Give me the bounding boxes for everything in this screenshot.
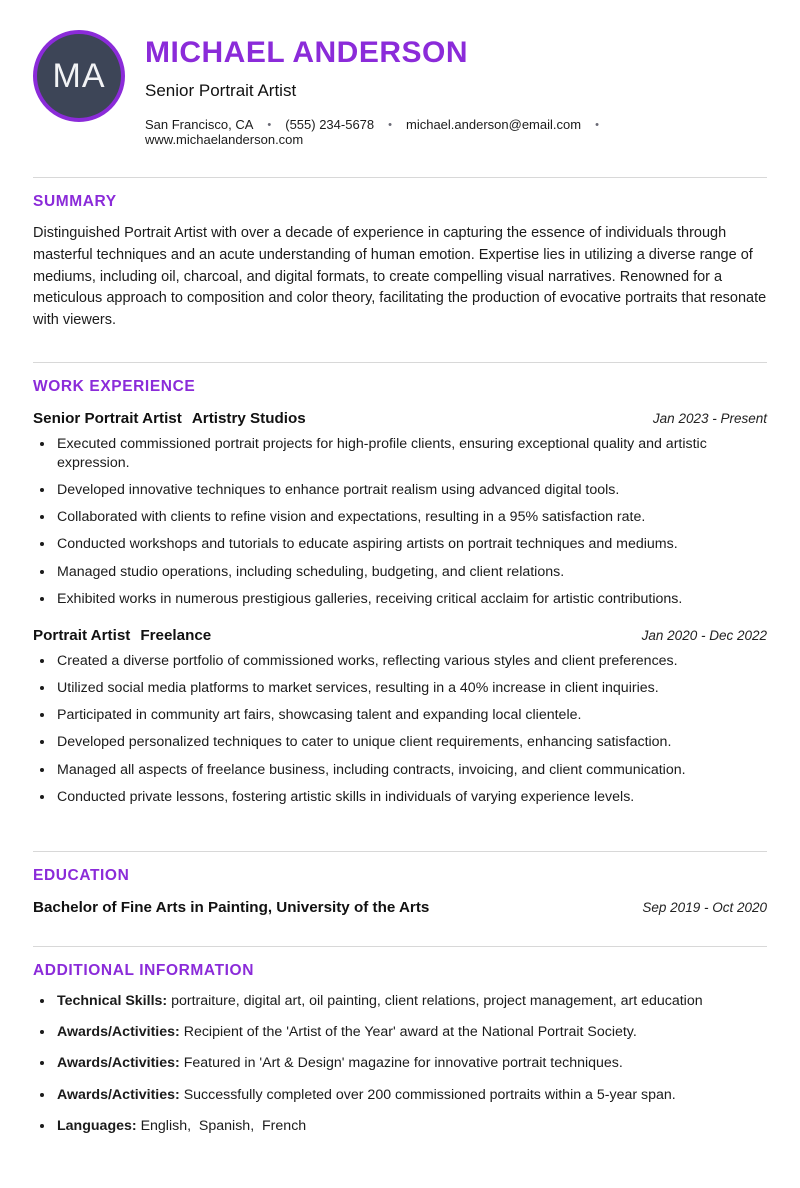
section-summary <box>33 177 767 332</box>
job-entry <box>33 627 767 807</box>
job-company: Artistry Studios <box>191 409 306 427</box>
avatar <box>33 30 125 122</box>
additional-information-heading: ADDITIONAL INFORMATION <box>33 961 254 979</box>
additional-item-text: Featured in 'Art & Design' magazine for innovative portrait techniques. <box>179 1055 623 1072</box>
job-entry <box>33 410 767 609</box>
education-degree: Bachelor of Fine Arts in Painting, University of the Arts <box>33 898 430 916</box>
job-header <box>33 627 767 644</box>
job-header <box>33 410 767 427</box>
additional-item-label: Awards/Activities: <box>57 1086 180 1103</box>
job-dates: Jan 2023 - Present <box>652 410 767 426</box>
job-bullet: • Managed all aspects of freelance business, including contracts, invoicing, and client communication. <box>55 761 767 780</box>
job-bullet-list <box>33 435 767 609</box>
contact-separator-dot: • <box>388 118 392 131</box>
job-company: Freelance <box>140 626 212 644</box>
work-experience-heading: WORK EXPERIENCE <box>33 377 196 395</box>
job-title-line <box>33 627 211 644</box>
additional-item-text: Recipient of the 'Artist of the Year' award at the National Portrait Society. <box>179 1024 637 1041</box>
job-title-line <box>33 410 306 427</box>
contact-website: www.michaelanderson.com <box>145 132 304 147</box>
additional-item-text: portraiture, digital art, oil painting, client relations, project management, art education <box>167 992 703 1009</box>
additional-item <box>55 1117 767 1136</box>
additional-item-label: Awards/Activities: <box>57 1024 180 1041</box>
resume-header <box>33 30 767 147</box>
additional-item-label: Languages: <box>57 1117 137 1134</box>
additional-item-text: Successfully completed over 200 commissioned portraits within a 5-year span. <box>179 1086 676 1103</box>
contact-phone: (555) 234-5678 <box>285 117 375 132</box>
job-bullet: • Developed personalized techniques to cater to unique client requirements, enhancing satisfaction. <box>55 733 767 752</box>
job-bullet: • Conducted private lessons, fostering artistic skills in individuals of varying experience levels. <box>55 788 767 807</box>
contact-separator-dot: • <box>267 118 272 131</box>
additional-item-text: English, Spanish, French <box>136 1117 307 1134</box>
additional-list <box>33 992 767 1136</box>
job-dates: Jan 2020 - Dec 2022 <box>641 627 767 643</box>
job-bullet: • Developed innovative techniques to enhance portrait realism using advanced digital tools. <box>55 481 767 500</box>
job-bullet: • Participated in community art fairs, showcasing talent and expanding local clientele. <box>55 706 767 725</box>
summary-text: Distinguished Portrait Artist with over a decade of experience in capturing the essence of individuals through masterful techniques and an acute understanding of human emotion. Expertise lies in utilizing a diverse range of mediums, including oil, charcoal, and digital formats, to create compelling visual narratives. Renowned for a meticulous approach to composition and color theory, facilitating the production of evocative portraits that resonate with viewers. <box>33 225 767 328</box>
contact-location: San Francisco, CA <box>145 117 254 132</box>
job-bullet-list <box>33 652 767 807</box>
contact-line <box>145 117 767 147</box>
additional-item <box>55 1023 767 1042</box>
avatar-initials: MA <box>52 56 106 95</box>
contact-email: michael.anderson@email.com <box>406 117 582 132</box>
job-bullet: • Created a diverse portfolio of commissioned works, reflecting various styles and client preferences. <box>55 652 767 671</box>
summary-heading: SUMMARY <box>33 193 117 210</box>
education-heading: EDUCATION <box>33 866 130 884</box>
education-entry <box>33 899 767 916</box>
candidate-name: MICHAEL ANDERSON <box>145 36 469 69</box>
education-dates: Sep 2019 - Oct 2020 <box>642 899 767 915</box>
additional-item <box>55 1054 767 1073</box>
job-bullet: • Conducted workshops and tutorials to educate aspiring artists on portrait techniques and mediums. <box>55 535 767 554</box>
job-title: Portrait Artist <box>33 626 131 644</box>
header-text <box>145 30 767 147</box>
candidate-title: Senior Portrait Artist <box>145 81 297 100</box>
additional-item-label: Technical Skills: <box>57 992 168 1009</box>
section-education <box>33 851 767 916</box>
job-bullet: • Exhibited works in numerous prestigious galleries, receiving critical acclaim for artistic contributions. <box>55 590 767 609</box>
job-bullet: • Collaborated with clients to refine vision and expectations, resulting in a 95% satisfaction rate. <box>55 508 767 527</box>
additional-item <box>55 992 767 1011</box>
additional-item-label: Awards/Activities: <box>57 1055 180 1072</box>
section-work-experience <box>33 362 767 807</box>
section-additional-information <box>33 946 767 1136</box>
additional-item <box>55 1086 767 1105</box>
job-title: Senior Portrait Artist <box>33 409 182 427</box>
job-bullet: • Executed commissioned portrait projects for high-profile clients, ensuring exceptional quality and artistic expression. <box>55 435 767 473</box>
job-bullet: • Utilized social media platforms to market services, resulting in a 40% increase in client inquiries. <box>55 679 767 698</box>
contact-separator-dot: • <box>595 118 599 131</box>
job-bullet: • Managed studio operations, including scheduling, budgeting, and client relations. <box>55 563 767 582</box>
